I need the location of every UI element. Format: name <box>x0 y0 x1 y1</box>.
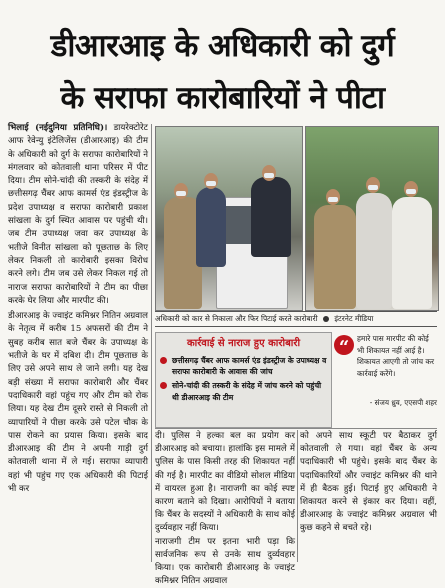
quote-attribution: - संजय ध्रुव, एएसपी शहर <box>369 398 437 407</box>
highlight-item-text: छत्तीसगढ़ चैंबर आफ कामर्स एंड इंडस्ट्रीज के उपाध्यक्ष व सराफा कारोबारी के आवास की जांच <box>172 356 327 377</box>
quote-icon: “ <box>334 335 354 355</box>
person-figure <box>196 187 226 267</box>
photo-caption <box>155 311 437 327</box>
photo-traders-confront-officer <box>305 126 439 311</box>
quote-text: हमारे पास मारपीट की कोई भी शिकायत नहीं आई है। शिकायत आएगी तो जांच कर कार्रवाई करेंगे। <box>357 334 435 378</box>
caption-text: अधिकारी को कार से निकाला और फिर पिटाई करते कारोबारी <box>155 314 318 323</box>
caption-credit: इंटरनेट मीडिया <box>334 314 374 323</box>
article-paragraph-5: को अपने साथ स्कूटी पर बैठाकर दुर्ग कोतवाली ले गया। वहां चैंबर के अन्य पदाधिकारी भी पहुंचे। इसके बाद चैंबर के पदाधिकारियों और ज्वाइंट कमिश्नर की थाने में ही बैठक हुई। पिटाई हुए अधिकारी ने शिकायत करने से इंकार कर दिया। वहीं, डीआरआइ के ज्वाइंट कमिश्नर अग्रवाल भी कुछ कहने से बचते रहे। <box>300 431 437 534</box>
headline-line-2: के सराफा कारोबारियों ने पीटा <box>60 80 385 116</box>
highlight-item-text: सोने-चांदी की तस्करी के संदेह में जांच करने को पहुंची थी डीआरआइ की टीम <box>172 381 322 402</box>
bullet-icon <box>160 357 167 364</box>
official-quote <box>334 333 437 427</box>
bullet-icon <box>160 382 167 389</box>
article-paragraph-1: डायरेक्टोरेट आफ रेवेन्यु इंटेलिजेंस (डीआरआइ) की टीम के अधिकारी को दुर्ग के सराफा कारोबारियों ने मंगलवार को कोतवाली थाना परिसर में पीट दिया। टीम सोने-चांदी की तस्करी के संदेह में छत्तीसगढ़ चैंबर आफ कामर्स एंड इंडस्ट्रीज के प्रदेश उपाध्यक्ष व सराफा कारोबारी प्रकाश सांखला के दुर्ग स्थित आवास पर पहुंची थी। जब टीम उपाध्यक्ष जवा कर उपाध्यक्ष के भतीजे विनीत सांखला को पूछताछ के लिए लेकर निकली तो कारोबारी इसका विरोध करने लगे। टीम जब उसे लेकर निकल गई तो नाराज सराफा कारोबारियों ने टीम का पीछा करके घेर लिया और मारपीट की। <box>8 123 148 306</box>
photo-officer-pulled-from-car <box>155 126 303 311</box>
article-paragraph-3: दी। पुलिस ने हल्का बल का प्रयोग कर डीआरआइ को बचाया। हालांकि इस मामले में पुलिस के पास किसी तरह की शिकायत नहीं की गई है। मारपीट का वीडियो सोशल मीडिया में वायरल हुआ है। नाराजगी का कोई स्पष्ट कारण बताने को दिखा। आरोपियों ने बताया कि चैंबर के सदस्यों ने अधिकारी के साथ कोई दुर्व्यवहार नहीं किया। <box>155 431 295 534</box>
highlight-box-title: कार्रवाई से नाराज हुए कारोबारी <box>186 338 301 349</box>
person-figure <box>251 177 291 257</box>
headline-line-1: डीआरआइ के अधिकारी को दुर्ग <box>50 28 395 64</box>
person-figure <box>314 205 356 309</box>
column-divider <box>151 124 152 562</box>
highlight-item <box>160 355 327 377</box>
bullet-icon <box>323 316 329 322</box>
article-middle-column <box>155 430 295 587</box>
headline <box>0 20 445 124</box>
person-figure <box>356 193 392 309</box>
dateline: भिलाई (नईदुनिया प्रतिनिधि)। <box>8 123 108 133</box>
highlight-item <box>160 380 327 402</box>
highlight-box <box>155 332 332 428</box>
person-figure <box>392 197 432 309</box>
section-divider <box>155 428 437 429</box>
column-divider <box>297 430 298 562</box>
article-right-column <box>300 430 437 564</box>
article-paragraph-2: डीआरआइ के ज्वाइंट कमिश्नर नितिन अग्रवाल के नेतृत्व में करीब 15 अफसरों की टीम ने सुबह करीब सात बजे चैंबर के उपाध्यक्ष के भतीजे के घर में दबिश दी। टीम पूछताछ के लिए उसे अपने साथ ले जाने लगी। यह देख बड़ी संख्या में सराफा कारोबारी और चैंबर पदाधिकारी वहां पहुंच गए और टीम को रोक लिया। यह देख टीम दूसरे रास्ते से निकली तो व्यापारियों ने पीछा करके उसे पटेल चौक के पास रोकने का प्रयास किया। इसके बाद डीआरआइ की टीम ने अपनी गाड़ी दुर्ग कोतवाली थाना में ले गई। सराफा व्यापारी वहां भी पहुंच गए एक अधिकारी की पिटाई भी कर <box>8 311 148 495</box>
article-paragraph-4: नाराजगी टीम पर इतना भारी पड़ा कि सार्वजनिक रूप से उनके साथ दुर्व्यवहार किया। एक कारोबारी डीआरआइ के ज्वाइंट कमिश्नर नितिन अग्रवाल <box>155 536 295 587</box>
article-left-column <box>8 122 148 562</box>
